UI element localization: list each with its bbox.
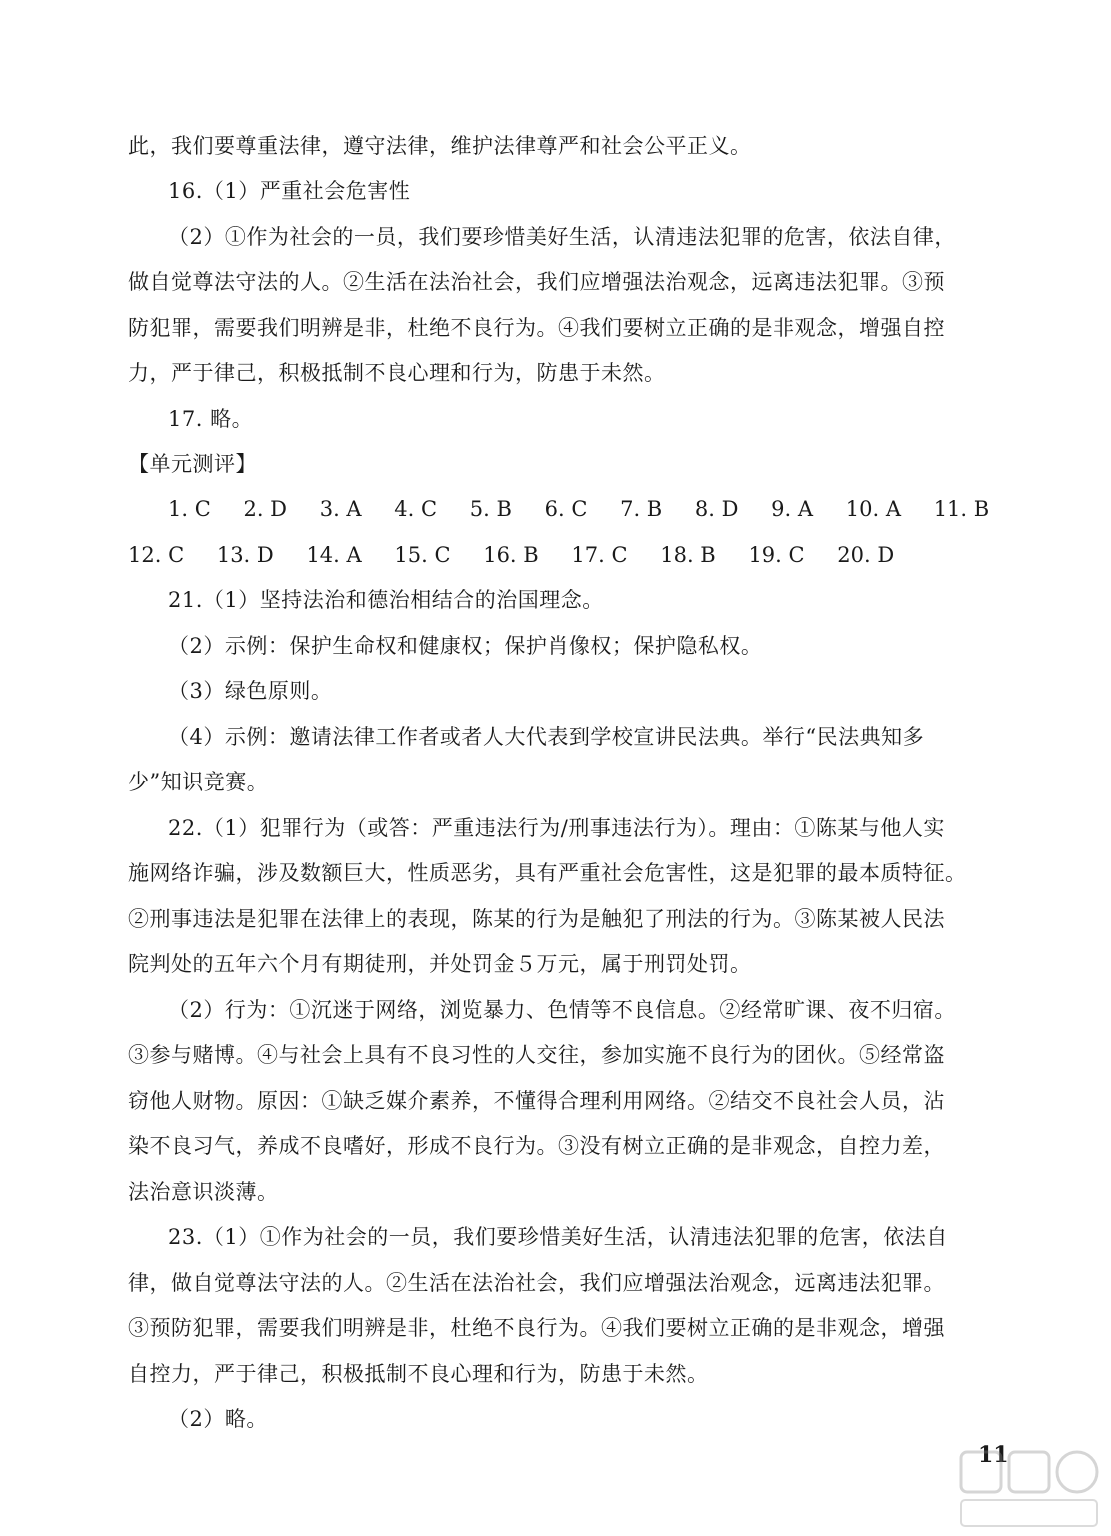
answer-21-2: （2）示例：保护生命权和健康权；保护肖像权；保护隐私权。 xyxy=(168,634,763,658)
page-number: 11 xyxy=(978,1442,1009,1468)
mc-answer: 12. C xyxy=(128,543,185,567)
mc-answer: 15. C xyxy=(394,543,451,567)
answer-22-1-line: 22.（1）犯罪行为（或答：严重违法行为/刑事违法行为）。理由：①陈某与他人实 xyxy=(168,816,945,840)
mc-answer: 14. A xyxy=(306,543,362,567)
answer-23-2: （2）略。 xyxy=(168,1407,268,1431)
answer-16-2-line: （2）①作为社会的一员，我们要珍惜美好生活，认清违法犯罪的危害，依法自律， xyxy=(168,225,956,249)
mc-answer: 5. B xyxy=(469,497,512,521)
answer-23-1-line: 律，做自觉尊法守法的人。②生活在法治社会，我们应增强法治观念，远离违法犯罪。 xyxy=(128,1271,945,1295)
mc-answer: 13. D xyxy=(216,543,274,567)
answer-21-4-line: （4）示例：邀请法律工作者或者人大代表到学校宣讲民法典。举行“民法典知多 xyxy=(168,725,925,749)
answer-22-2-line: ③参与赌博。④与社会上具有不良习性的人交往，参加实施不良行为的团伙。⑤经常盗 xyxy=(128,1043,945,1067)
answer-23-1-line: 23.（1）①作为社会的一员，我们要珍惜美好生活，认清违法犯罪的危害，依法自 xyxy=(168,1225,948,1249)
mc-answer: 19. C xyxy=(748,543,805,567)
section-heading-unit-test: 【单元测评】 xyxy=(128,452,257,476)
answer-16-2-line: 做自觉尊法守法的人。②生活在法治社会，我们应增强法治观念，远离违法犯罪。③预 xyxy=(128,270,945,294)
answer-22-2-line: 法治意识淡薄。 xyxy=(128,1180,279,1204)
answer-16-2-line: 力，严于律己，积极抵制不良心理和行为，防患于未然。 xyxy=(128,361,666,385)
answer-22-2-line: （2）行为：①沉迷于网络，浏览暴力、色情等不良信息。②经常旷课、夜不归宿。 xyxy=(168,998,956,1022)
mc-answer: 7. B xyxy=(620,497,663,521)
answer-16-2-line: 防犯罪，需要我们明辨是非，杜绝不良行为。④我们要树立正确的是非观念，增强自控 xyxy=(128,316,945,340)
mc-answer: 4. C xyxy=(394,497,438,521)
mc-answer: 18. B xyxy=(660,543,716,567)
answer-22-2-line: 染不良习气，养成不良嗜好，形成不良行为。③没有树立正确的是非观念，自控力差， xyxy=(128,1134,945,1158)
paragraph-line: 此，我们要尊重法律，遵守法律，维护法律尊严和社会公平正义。 xyxy=(128,134,752,158)
answer-21-3: （3）绿色原则。 xyxy=(168,679,333,703)
answer-21-1: 21.（1）坚持法治和德治相结合的治国理念。 xyxy=(168,588,604,612)
answer-22-2-line: 窃他人财物。原因：①缺乏媒介素养，不懂得合理利用网络。②结交不良社会人员，沾 xyxy=(128,1089,945,1113)
mc-answer: 8. D xyxy=(694,497,739,521)
mc-answer: 16. B xyxy=(483,543,539,567)
answer-23-1-line: 自控力，严于律己，积极抵制不良心理和行为，防患于未然。 xyxy=(128,1362,709,1386)
mc-answer: 20. D xyxy=(837,543,895,567)
mc-answer: 3. A xyxy=(319,497,362,521)
answer-21-4-line: 少”知识竞赛。 xyxy=(128,770,269,794)
answer-22-1-line: ②刑事违法是犯罪在法律上的表现，陈某的行为是触犯了刑法的行为。③陈某被人民法 xyxy=(128,907,945,931)
mc-answer: 6. C xyxy=(544,497,588,521)
mc-answer: 17. C xyxy=(571,543,628,567)
multiple-choice-row-2 xyxy=(128,540,920,570)
multiple-choice-row-1 xyxy=(168,494,1015,524)
answer-23-1-line: ③预防犯罪，需要我们明辨是非，杜绝不良行为。④我们要树立正确的是非观念，增强 xyxy=(128,1316,945,1340)
mc-answer: 11. B xyxy=(933,497,990,521)
mc-answer: 9. A xyxy=(771,497,814,521)
mc-answer: 10. A xyxy=(845,497,901,521)
answer-17: 17. 略。 xyxy=(168,407,254,431)
answer-22-1-line: 施网络诈骗，涉及数额巨大，性质恶劣，具有严重社会危害性，这是犯罪的最本质特征。 xyxy=(128,861,967,885)
answer-16-1: 16.（1）严重社会危害性 xyxy=(168,179,411,203)
answer-22-1-line: 院判处的五年六个月有期徒刑，并处罚金５万元，属于刑罚处罚。 xyxy=(128,952,752,976)
mc-answer: 2. D xyxy=(243,497,288,521)
watermark-logo-icon xyxy=(955,1448,1105,1532)
mc-answer: 1. C xyxy=(168,497,211,521)
